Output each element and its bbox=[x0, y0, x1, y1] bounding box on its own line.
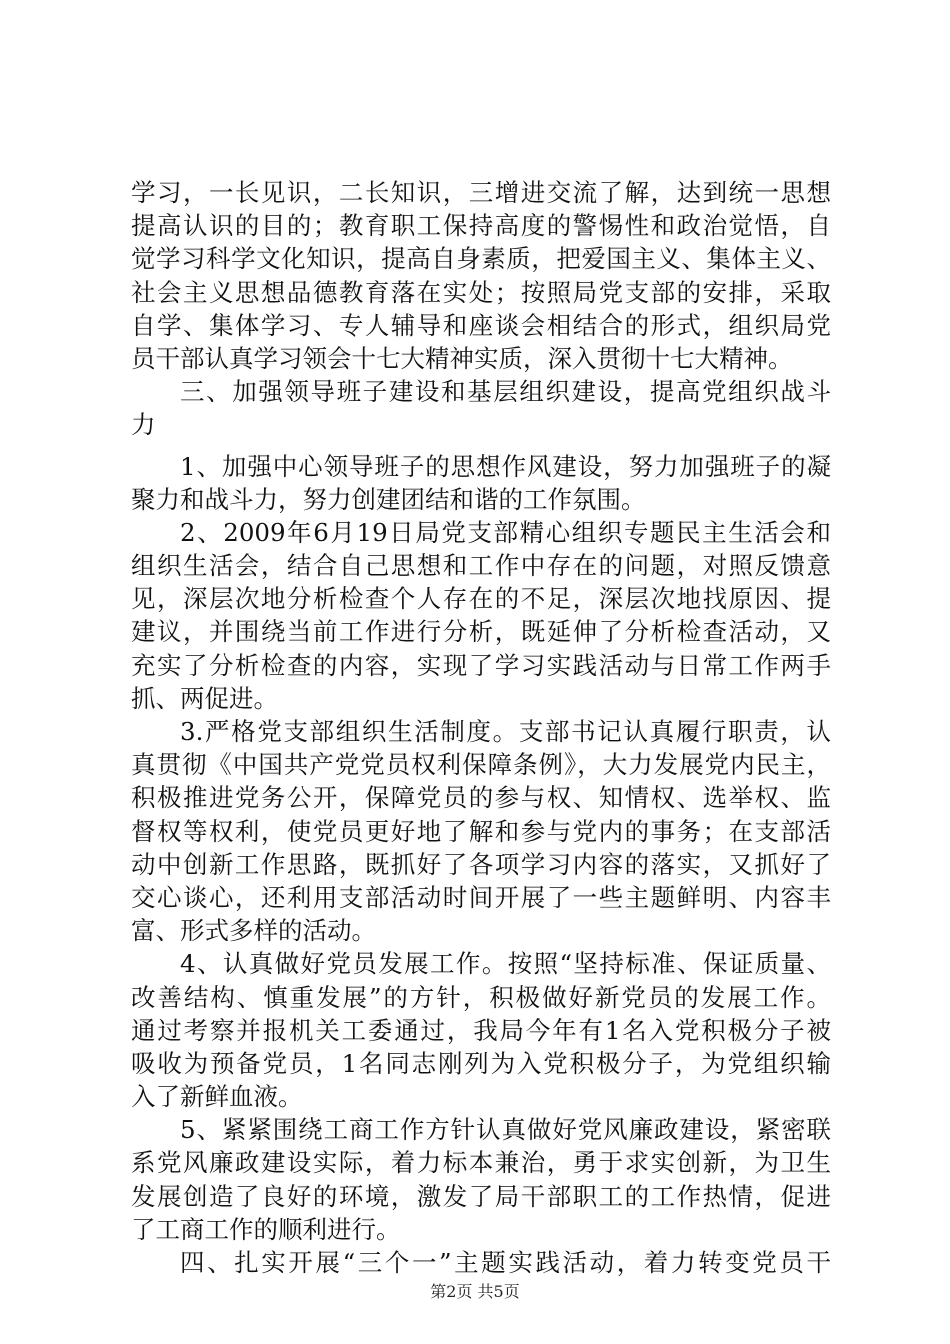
text-line: 系党风廉政建设实际，着力标本兼治，勇于求实创新，为卫生 bbox=[131, 1148, 831, 1178]
text-line: 积极推进党务公开，保障党员的参与权、知情权、选举权、监 bbox=[131, 783, 831, 813]
text-line: 吸收为预备党员，1名同志刚列为入党积极分子，为党组织输 bbox=[131, 1048, 831, 1078]
text-line: 自学、集体学习、专人辅导和座谈会相结合的形式，组织局党 bbox=[131, 310, 831, 340]
heading-spacer bbox=[131, 442, 831, 450]
text-line: 员干部认真学习领会十七大精神实质，深入贯彻十七大精神。 bbox=[131, 343, 793, 373]
text-line: 充实了分析检查的内容，实现了学习实践活动与日常工作两手 bbox=[131, 650, 831, 680]
text-line: 组织生活会，结合自己思想和工作中存在的问题，对照反馈意 bbox=[131, 551, 831, 581]
text-line: 抓、两促进。 bbox=[131, 683, 278, 713]
text-line: 3.严格党支部组织生活制度。支部书记认真履行职责，认 bbox=[180, 717, 831, 746]
text-line: 交心谈心，还利用支部活动时间开展了一些主题鲜明、内容丰 bbox=[131, 882, 831, 912]
text-line: 提高认识的目的；教育职工保持高度的警惕性和政治觉悟，自 bbox=[131, 211, 831, 241]
text-line: 学习，一长见识，二长知识，三增进交流了解，达到统一思想 bbox=[131, 178, 831, 207]
text-line: 4、认真做好党员发展工作。按照“坚持标准、保证质量、 bbox=[180, 949, 831, 979]
text-line: 了工商工作的顺利进行。 bbox=[131, 1214, 401, 1244]
text-line: 督权等权利，使党员更好地了解和参与党内的事务；在支部活 bbox=[131, 816, 831, 846]
section-heading-3: 三、加强领导班子建设和基层组织建设，提高党组织战斗 bbox=[180, 377, 831, 407]
text-line: 觉学习科学文化知识，提高自身素质，把爱国主义、集体主义、 bbox=[131, 244, 831, 274]
page-footer: 第2页 共5页 bbox=[430, 1282, 520, 1301]
text-line: 动中创新工作思路，既抓好了各项学习内容的落实，又抓好了 bbox=[131, 849, 831, 879]
text-line: 社会主义思想品德教育落在实处；按照局党支部的安排，采取 bbox=[131, 277, 831, 307]
document-body bbox=[131, 176, 831, 1279]
text-line: 1、加强中心领导班子的思想作风建设，努力加强班子的凝 bbox=[180, 451, 831, 481]
section-heading-3-cont: 力 bbox=[131, 410, 156, 440]
text-line: 入了新鲜血液。 bbox=[131, 1082, 303, 1112]
text-line: 见，深层次地分析检查个人存在的不足，深层次地找原因、提 bbox=[131, 584, 831, 614]
text-line: 聚力和战斗力，努力创建团结和谐的工作氛围。 bbox=[131, 484, 646, 514]
text-line: 建议，并围绕当前工作进行分析，既延伸了分析检查活动，又 bbox=[131, 617, 831, 647]
text-line: 通过考察并报机关工委通过，我局今年有1名入党积极分子被 bbox=[131, 1015, 831, 1045]
text-line: 富、形式多样的活动。 bbox=[131, 916, 376, 946]
text-line: 发展创造了良好的环境，激发了局干部职工的工作热情，促进 bbox=[131, 1181, 831, 1211]
section-heading-4: 四、扎实开展“三个一”主题实践活动，着力转变党员干 bbox=[180, 1248, 831, 1277]
text-line: 改善结构、慎重发展”的方针，积极做好新党员的发展工作。 bbox=[131, 982, 831, 1012]
text-line: 5、紧紧围绕工商工作方针认真做好党风廉政建设，紧密联 bbox=[180, 1115, 831, 1145]
text-line: 真贯彻《中国共产党党员权利保障条例》，大力发展党内民主， bbox=[131, 750, 831, 780]
text-line: 2、2009年6月19日局党支部精心组织专题民主生活会和 bbox=[180, 517, 831, 547]
